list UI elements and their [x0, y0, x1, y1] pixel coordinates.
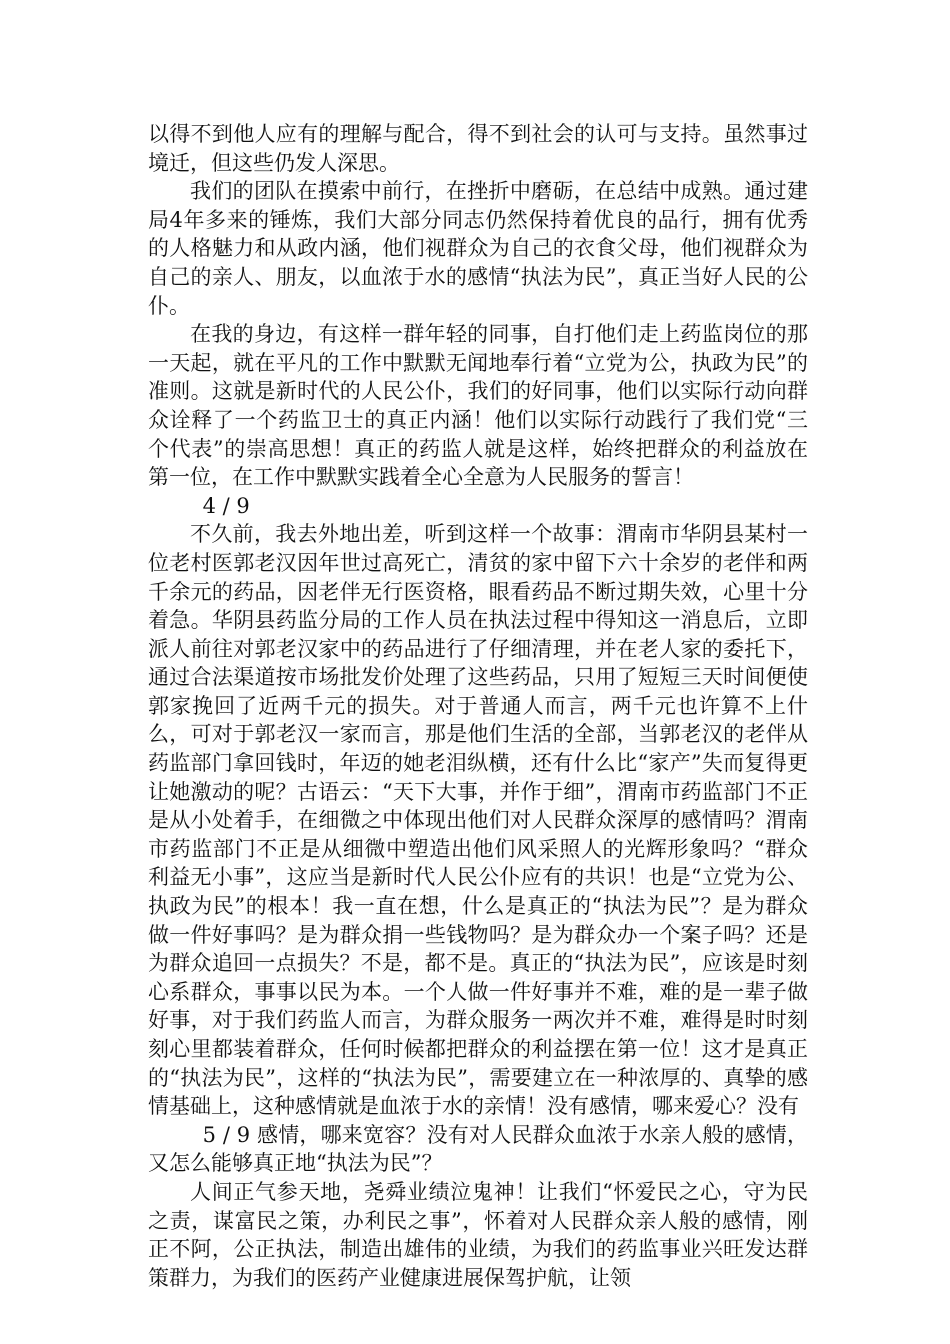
- page-number-with-text: 5 / 9 感情，哪来宽容？没有对人民群众血浓于水亲人般的感情，又怎么能够真正地“执法为民”？: [148, 1122, 808, 1176]
- paragraph: 我们的团队在摸索中前行，在挫折中磨砺，在总结中成熟。通过建局4年多来的锤炼，我们大部分同志仍然保持着优良的品行，拥有优秀的人格魅力和从政内涵，他们视群众为自己的衣食父母，他们视群众为自己的亲人、朋友，以血浓于水的感情“执法为民”，真正当好人民的公仆。: [148, 179, 808, 318]
- paragraph: 人间正气参天地，尧舜业绩泣鬼神！让我们“怀爱民之心，守为民之责，谋富民之策，办利民之事”，怀着对人民群众亲人般的感情，刚正不阿，公正执法，制造出雄伟的业绩，为我们的药监事业兴旺发达群策群力，为我们的医药产业健康进展保驾护航，让领: [148, 1179, 808, 1290]
- paragraph: 在我的身边，有这样一群年轻的同事，自打他们走上药监岗位的那一天起，就在平凡的工作中默默无闻地奉行着“立党为公，执政为民”的准则。这就是新时代的人民公仆，我们的好同事，他们以实际行动向群众诠释了一个药监卫士的真正内涵！他们以实际行动践行了我们党“三个代表”的崇高思想！真正的药监人就是这样，始终把群众的利益放在第一位，在工作中默默实践着全心全意为人民服务的誓言！: [148, 322, 808, 490]
- page-number: 4 / 9: [202, 493, 250, 518]
- paragraph: 不久前，我去外地出差，听到这样一个故事：渭南市华阴县某村一位老村医郭老汉因年世过高死亡，清贫的家中留下六十余岁的老伴和两千余元的药品，因老伴无行医资格，眼看药品不断过期失效，心里十分着急。华阴县药监分局的工作人员在执法过程中得知这一消息后，立即派人前往对郭老汉家中的药品进行了仔细清理，并在老人家的委托下，通过合法渠道按市场批发价处理了这些药品，只用了短短三天时间便使郭家挽回了近两千元的损失。对于普通人而言，两千元也许算不上什么，可对于郭老汉一家而言，那是他们生活的全部，当郭老汉的老伴从药监部门拿回钱时，年迈的她老泪纵横，还有什么比“家产”失而复得更让她激动的呢？古语云：“天下大事，并作于细”，渭南市药监部门不正是从小处着手，在细微之中体现出他们对人民群众深厚的感情吗？渭南市药监部门不正是从细微中塑造出他们风采照人的光辉形象吗？“群众利益无小事”，这应当是新时代人民公仆应有的共识！也是“立党为公、执政为民”的根本！我一直在想，什么是真正的“执法为民”？是为群众做一件好事吗？是为群众捐一些钱物吗？是为群众办一个案子吗？还是为群众追回一点损失？不是，都不是。真正的“执法为民”，应该是时刻心系群众，事事以民为本。一个人做一件好事并不难，难的是一辈子做好事，对于我们药监人而言，为群众服务一两次并不难，难得是时时刻刻心里都装着群众，任何时候都把群众的利益摆在第一位！这才是真正的“执法为民”，这样的“执法为民”，需要建立在一种浓厚的、真挚的感情基础上，这种感情就是血浓于水的亲情！没有感情，哪来爱心？没有: [148, 522, 808, 1119]
- document-body: [148, 120, 808, 1292]
- paragraph: 以得不到他人应有的理解与配合，得不到社会的认可与支持。虽然事过境迁，但这些仍发人深思。: [148, 122, 808, 175]
